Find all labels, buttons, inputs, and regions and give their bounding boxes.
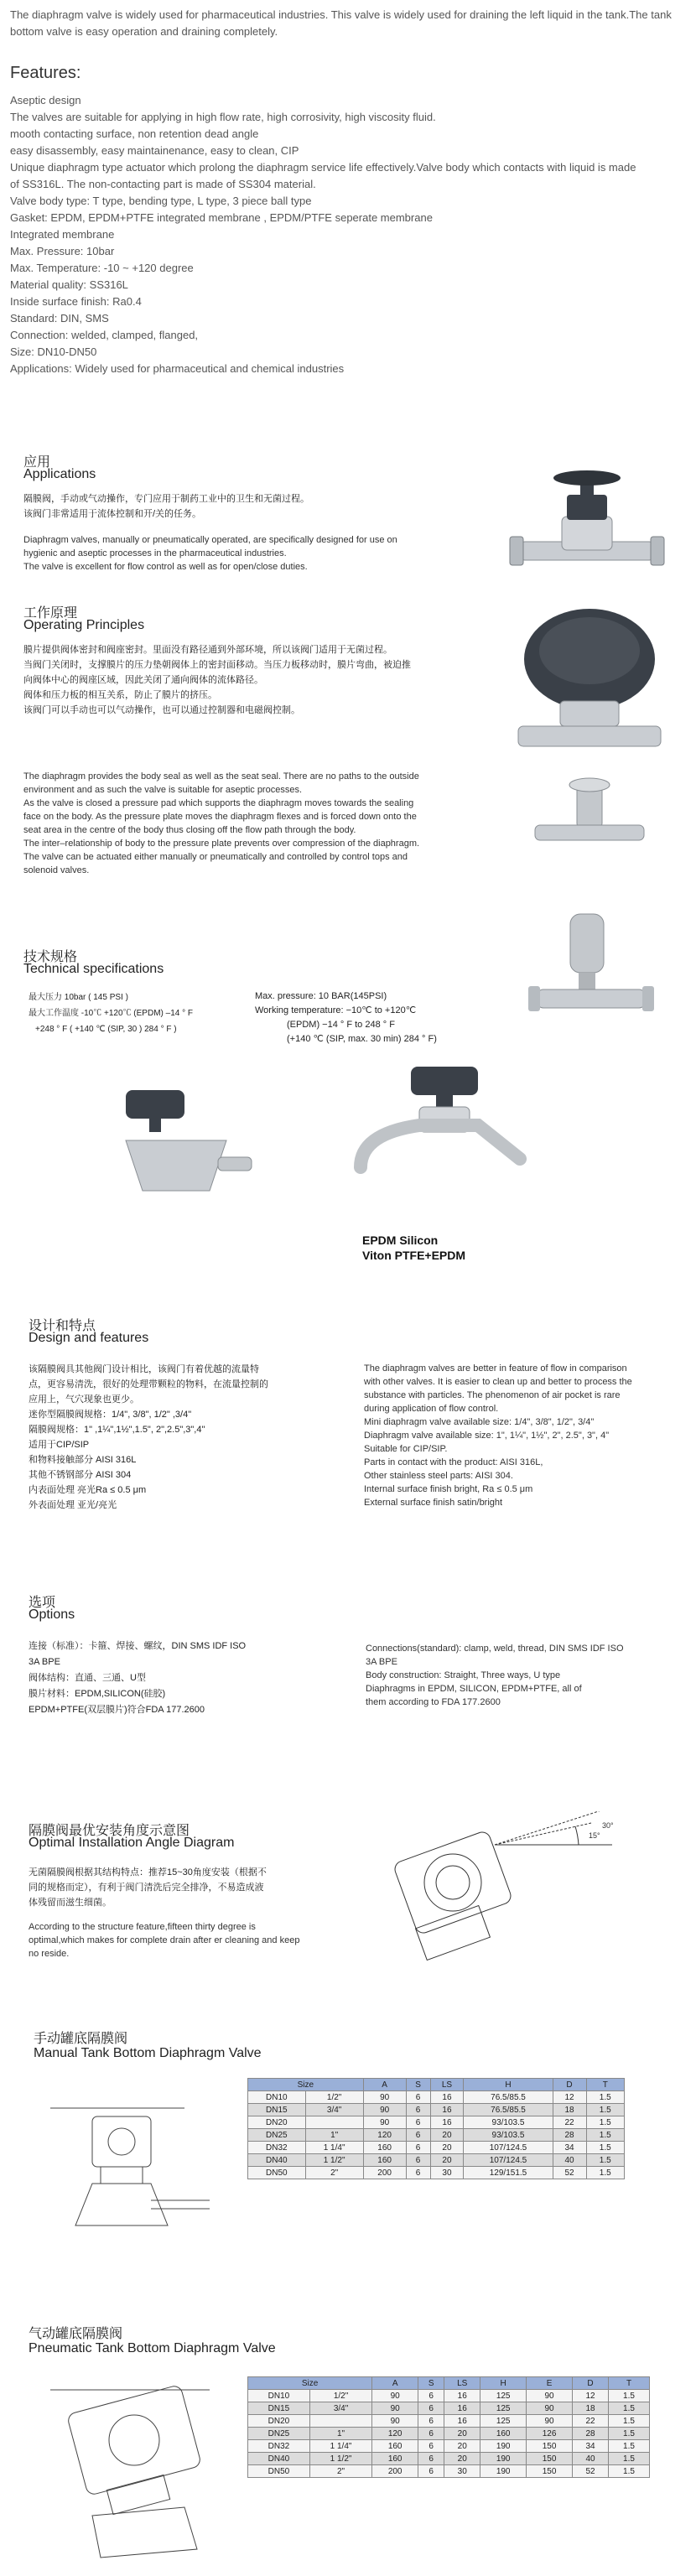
manual-title-en: Manual Tank Bottom Diaphragm Valve [34,2046,262,2060]
table-cell: 6 [406,2142,430,2154]
table-cell: 18 [553,2104,586,2116]
table-cell: 20 [430,2142,464,2154]
table-cell [305,2116,363,2129]
column-header: A [363,2079,406,2091]
table-cell: 34 [553,2142,586,2154]
operating-title-zh: 工作原理 [23,606,78,621]
technical-zh-text [29,989,193,1037]
feature-item: of SS316L. The non-contacting part is made of SS304 material. [10,178,316,190]
text-line: with other valves. It is easier to clean up and better to process the [364,1377,632,1387]
table-row [248,2091,625,2104]
table-cell: 20 [444,2428,480,2440]
table-row [248,2390,650,2402]
text-line: 适用于CIP/SIP [29,1440,90,1450]
table-cell: 22 [573,2415,609,2428]
table-cell: 90 [363,2091,406,2104]
table-row [248,2167,625,2179]
manual-valve-drawing [42,2091,235,2234]
feature-item: Unique diaphragm type actuator which prolong the diaphragm service life effectively.Valve body which contacts with liquid is made [10,161,636,174]
table-cell: 2" [309,2465,371,2478]
table-cell: 90 [372,2390,418,2402]
angle-title-en: Optimal Installation Angle Diagram [29,1836,235,1850]
pneumatic-title-en: Pneumatic Tank Bottom Diaphragm Valve [29,2341,276,2355]
manual-title-zh: 手动罐底隔膜阀 [34,2032,128,2046]
table-cell: 160 [372,2453,418,2465]
text-line: solenoid valves. [23,865,90,875]
text-line: (+140 ℃ (SIP, max. 30 min) 284 ° F) [287,1034,437,1044]
table-cell: 30 [444,2465,480,2478]
table-cell: 1" [309,2428,371,2440]
text-line: Parts in contact with the product: AISI 316L, [364,1457,543,1467]
table-cell: 160 [480,2428,527,2440]
table-cell: 160 [372,2440,418,2453]
text-line: Body construction: Straight, Three ways, U type [366,1670,561,1680]
angle-title-zh: 隔膜阀最优安装角度示意图 [29,1824,190,1838]
table-cell: 22 [553,2116,586,2129]
table-cell: 90 [363,2116,406,2129]
table-cell: 93/103.5 [464,2129,553,2142]
table-cell: 20 [444,2453,480,2465]
table-cell: 160 [363,2154,406,2167]
applications-title-zh: 应用 [23,455,51,470]
pneumatic-valve-photos [501,600,678,852]
column-header: Size [248,2079,364,2091]
feature-item: Connection: welded, clamped, flanged, [10,329,199,341]
features-list [10,92,686,377]
feature-item: easy disassembly, easy maintainenance, easy to clean, CIP [10,144,299,157]
angle-label-a: 15° [589,1831,600,1840]
table-cell: 125 [480,2402,527,2415]
text-line: them according to FDA 177.2600 [366,1697,501,1707]
manual-diaphragm-valve-photo [503,466,671,584]
text-line: 点，更容易清洗，很好的处理带颗粒的物料，在流量控制的 [29,1379,268,1389]
table-cell: 90 [363,2104,406,2116]
table-row [248,2116,625,2129]
text-line: Working temperature: −10℃ to +120℃ [255,1005,417,1015]
table-cell: 200 [363,2167,406,2179]
feature-item: Max. Temperature: -10 ~ +120 degree [10,262,194,274]
text-line: Diaphragm valves, manually or pneumatically operated, are specifically designed for use on [23,535,397,545]
table-cell: 1 1/4" [309,2440,371,2453]
table-cell: 6 [418,2402,444,2415]
feature-item: Integrated membrane [10,228,115,241]
table-row [248,2453,650,2465]
angle-label-b: 30° [602,1821,614,1830]
table-cell: 20 [430,2154,464,2167]
manual-spec-table [247,2078,625,2179]
bending-valve-photo [352,1058,528,1184]
table-cell: 190 [480,2453,527,2465]
technical-title-zh: 技术规格 [23,950,78,964]
text-line: 最大压力 10bar ( 145 PSI ) [29,993,128,1002]
text-line: EPDM+PTFE(双层膜片)符合FDA 177.2600 [29,1705,205,1715]
table-row [248,2440,650,2453]
text-line: 同的规格而定），有利于阀门清洗后完全排净，不易造成液 [29,1883,264,1893]
pneumatic-spec-table [247,2376,650,2478]
table-cell: 90 [527,2390,573,2402]
text-line: Diaphragms in EPDM, SILICON, EPDM+PTFE, all of [366,1684,582,1694]
table-cell: 76.5/85.5 [464,2091,553,2104]
text-line: 隔膜阀，手动或气动操作，专门应用于制药工业中的卫生和无菌过程。 [23,494,309,504]
text-line: seat area in the centre of the body thus closing off the flow path through the body. [23,825,356,835]
table-cell: 160 [363,2142,406,2154]
table-cell: 1.5 [586,2154,625,2167]
table-cell: 3/4" [309,2402,371,2415]
tank-bottom-valve-photo [109,1065,260,1199]
table-cell: 16 [430,2104,464,2116]
column-header: E [527,2377,573,2390]
table-cell: 120 [363,2129,406,2142]
applications-title-en: Applications [23,467,96,481]
text-line: environment and as such the valve is suitable for aseptic processes. [23,785,303,795]
text-line: face on the body. As the pressure plate moves the diaphragm flexes and is forced down onto the [23,812,417,822]
table-cell: 3/4" [305,2104,363,2116]
angle-zh-text [29,1865,347,1910]
text-line: The diaphragm valves are better in feature of flow in comparison [364,1363,627,1374]
table-cell: 125 [480,2415,527,2428]
table-cell: 190 [480,2465,527,2478]
column-header: T [609,2377,650,2390]
table-cell: 34 [573,2440,609,2453]
table-row [248,2465,650,2478]
table-cell: 6 [406,2091,430,2104]
table-cell: 16 [430,2091,464,2104]
column-header: A [372,2377,418,2390]
table-cell: 30 [430,2167,464,2179]
options-title-zh: 选项 [29,1596,56,1610]
technical-en-text [255,989,437,1046]
text-line: Suitable for CIP/SIP. [364,1444,448,1454]
text-line: 该阀门可以手动也可以气动操作，也可以通过控制器和电磁阀控制。 [23,705,300,715]
table-cell: 12 [573,2390,609,2402]
text-line: optimal,which makes for complete drain after er cleaning and keep [29,1935,300,1945]
angle-en-text [29,1920,347,1961]
table-cell: 6 [418,2390,444,2402]
table-cell: 120 [372,2428,418,2440]
feature-item: Valve body type: T type, bending type, L type, 3 piece ball type [10,195,312,207]
feature-item: Inside surface finish: Ra0.4 [10,295,142,308]
text-line: Diaphragm valve available size: 1", 1¼", 1½", 2", 2.5", 3", 4" [364,1431,610,1441]
table-cell: 125 [480,2390,527,2402]
table-cell: 1.5 [586,2142,625,2154]
text-line: 应用上，气穴现象也更少。 [29,1394,139,1405]
feature-item: Size: DN10-DN50 [10,345,97,358]
table-cell: 6 [418,2428,444,2440]
table-cell: 126 [527,2428,573,2440]
text-line: (EPDM) −14 ° F to 248 ° F [287,1020,395,1030]
table-cell: DN32 [248,2142,306,2154]
table-cell: 1.5 [586,2091,625,2104]
text-line: 该隔膜阀具其他阀门设计相比，该阀门有着优越的流量特 [29,1364,259,1374]
text-line: 阀体结构：直通、三通、U型 [29,1673,146,1683]
column-header: S [418,2377,444,2390]
text-line: 和物料接触部分 AISI 316L [29,1455,137,1465]
table-row [248,2428,650,2440]
text-line: 该阀门非常适用于流体控制和开/关的任务。 [23,509,202,519]
table-cell: 1.5 [609,2465,650,2478]
text-line: during application of flow control. [364,1404,499,1414]
table-cell: 1.5 [609,2415,650,2428]
table-cell: 90 [372,2415,418,2428]
table-cell: 200 [372,2465,418,2478]
design-title-zh: 设计和特点 [29,1319,96,1333]
table-cell: 6 [418,2453,444,2465]
table-cell: DN40 [248,2154,306,2167]
text-line: The inter–relationship of body to the pressure plate prevents over compression of the diaphragm. [23,839,420,849]
options-zh-text [29,1639,347,1718]
text-line: 连接（标准）：卡箍、焊接、螺纹，DIN SMS IDF ISO [29,1641,247,1651]
table-cell: 150 [527,2465,573,2478]
table-cell: 1.5 [586,2104,625,2116]
text-line: 向阀体中心的阀座区域，因此关闭了通向阀体的流体路径。 [23,675,263,685]
text-line: 无菌隔膜阀根据其结构特点：推荐15~30角度安装（根据不 [29,1867,267,1877]
table-cell: 6 [406,2167,430,2179]
membrane-label: EPDM Silicon [362,1233,439,1247]
table-cell: 20 [444,2440,480,2453]
table-cell: 28 [573,2428,609,2440]
membrane-labels [362,1233,465,1263]
table-cell: DN15 [248,2402,310,2415]
operating-zh-text [23,642,493,718]
text-line: The valve is excellent for flow control as well as for open/close duties. [23,562,308,572]
text-line: The valve can be actuated either manually or pneumatically and controlled by control tops and [23,852,408,862]
text-line: Connections(standard): clamp, weld, thread, DIN SMS IDF ISO [366,1644,624,1654]
table-cell: 6 [406,2129,430,2142]
table-cell: 1 1/4" [305,2142,363,2154]
table-cell: DN40 [248,2453,310,2465]
table-cell: 28 [553,2129,586,2142]
table-cell: 150 [527,2453,573,2465]
column-header: S [406,2079,430,2091]
applications-zh-text [23,491,376,522]
table-cell [309,2415,371,2428]
text-line: 迷你型隔膜阀规格：1/4", 3/8", 1/2" ,3/4" [29,1410,192,1420]
table-cell: DN25 [248,2428,310,2440]
text-line: no reside. [29,1949,70,1959]
operating-title-en: Operating Principles [23,618,145,632]
table-cell: 1.5 [586,2167,625,2179]
pneumatic-title-zh: 气动罐底隔膜阀 [29,2327,123,2341]
text-line: 膜片提供阀体密封和阀座密封。里面没有路径通到外部环境，所以该阀门适用于无菌过程。 [23,645,392,655]
table-cell: DN50 [248,2167,306,2179]
table-cell: 2" [305,2167,363,2179]
table-cell: 107/124.5 [464,2154,553,2167]
feature-item: Material quality: SS316L [10,278,128,291]
text-line: The diaphragm provides the body seal as well as the seat seal. There are no paths to the outside [23,771,419,782]
text-line: Max. pressure: 10 BAR(145PSI) [255,991,387,1001]
table-row [248,2154,625,2167]
table-cell: 52 [553,2167,586,2179]
table-cell: 1.5 [609,2390,650,2402]
installation-angle-diagram [369,1811,629,1971]
table-cell: 12 [553,2091,586,2104]
column-header: LS [444,2377,480,2390]
column-header: LS [430,2079,464,2091]
table-cell: 129/151.5 [464,2167,553,2179]
table-cell: DN20 [248,2116,306,2129]
text-line: 当阀门关闭时，支撑膜片的压力垫朝阀体上的密封面移动。当压力板移动时，膜片弯曲，被迫推 [23,660,411,670]
pneumatic-valve-drawing [42,2373,243,2566]
options-title-en: Options [29,1607,75,1622]
feature-item: Standard: DIN, SMS [10,312,109,325]
text-line: 阀体和压力板的相互关系，防止了膜片的挤压。 [23,690,217,700]
table-cell: 107/124.5 [464,2142,553,2154]
table-cell: 16 [444,2390,480,2402]
text-line: As the valve is closed a pressure pad which supports the diaphragm moves towards the sealing [23,798,414,808]
membrane-label: Viton PTFE+EPDM [362,1249,466,1262]
design-en-text [364,1362,683,1509]
table-cell: 6 [406,2154,430,2167]
table-cell: 1.5 [586,2129,625,2142]
operating-en-text [23,770,476,877]
design-title-en: Design and features [29,1331,149,1345]
text-line: hygienic and aseptic processes in the pharmaceutical industries. [23,548,287,558]
table-cell: 1" [305,2129,363,2142]
text-line: According to the structure feature,fifteen thirty degree is [29,1922,256,1932]
table-cell: 1/2" [305,2091,363,2104]
table-cell: 6 [418,2465,444,2478]
column-header: H [480,2377,527,2390]
table-cell: 1/2" [309,2390,371,2402]
text-line: Other stainless steel parts: AISI 304. [364,1471,513,1481]
table-cell: 90 [527,2415,573,2428]
applications-en-text [23,533,418,574]
column-header: D [573,2377,609,2390]
feature-item: Max. Pressure: 10bar [10,245,115,257]
table-row [248,2142,625,2154]
text-line: 其他不锈钢部分 AISI 304 [29,1470,132,1480]
text-line: +248 ° F ( +140 ℃ (SIP, 30 ) 284 ° F ) [35,1025,177,1034]
table-cell: 6 [418,2440,444,2453]
table-cell: DN20 [248,2415,310,2428]
feature-item: Gasket: EPDM, EPDM+PTFE integrated membrane , EPDM/PTFE seperate membrane [10,211,433,224]
feature-item: The valves are suitable for applying in high flow rate, high corrosivity, high viscosity fluid. [10,111,436,123]
table-cell: 40 [573,2453,609,2465]
table-cell: 16 [444,2402,480,2415]
table-cell: 90 [527,2402,573,2415]
table-cell: 52 [573,2465,609,2478]
table-cell: 90 [372,2402,418,2415]
technical-title-en: Technical specifications [23,962,164,976]
text-line: Internal surface finish bright, Ra ≤ 0.5 μm [364,1484,533,1494]
options-en-text [366,1642,684,1709]
table-cell: DN50 [248,2465,310,2478]
table-cell: 93/103.5 [464,2116,553,2129]
table-cell: 1 1/2" [305,2154,363,2167]
table-cell: 6 [418,2415,444,2428]
table-row [248,2415,650,2428]
table-cell: 76.5/85.5 [464,2104,553,2116]
table-cell: 6 [406,2116,430,2129]
text-line: 最大工作温度 -10℃ +120℃ (EPDM) –14 ° F [29,1009,193,1018]
angle-seat-valve-photo [520,906,662,1031]
feature-item: Aseptic design [10,94,81,106]
table-cell: 150 [527,2440,573,2453]
text-line: substance with particles. The phenomenon of air pocket is rare [364,1390,621,1400]
table-cell: 1.5 [609,2440,650,2453]
table-row [248,2402,650,2415]
text-line: 3A BPE [366,1657,397,1667]
text-line: 膜片材料：EPDM,SILICON(硅胶) [29,1689,166,1699]
text-line: 隔膜阀规格：1" ,1¼",1½",1.5", 2",2.5",3",4" [29,1425,205,1435]
table-cell: 1.5 [609,2428,650,2440]
table-cell: 16 [444,2415,480,2428]
column-header: D [553,2079,586,2091]
design-zh-text [29,1362,364,1513]
table-cell: 1 1/2" [309,2453,371,2465]
table-cell: DN32 [248,2440,310,2453]
table-row [248,2104,625,2116]
column-header: T [586,2079,625,2091]
table-cell: DN25 [248,2129,306,2142]
table-cell: 1.5 [609,2402,650,2415]
table-cell: DN10 [248,2091,306,2104]
table-cell: 18 [573,2402,609,2415]
table-cell: 20 [430,2129,464,2142]
feature-item: Applications: Widely used for pharmaceutical and chemical industries [10,362,345,375]
table-cell: DN10 [248,2390,310,2402]
text-line: Mini diaphragm valve available size: 1/4", 3/8", 1/2", 3/4" [364,1417,595,1427]
table-cell: DN15 [248,2104,306,2116]
table-row [248,2129,625,2142]
text-line: 外表面处理 亚光/亮光 [29,1500,117,1510]
text-line: 内表面处理 亮光Ra ≤ 0.5 μm [29,1485,147,1495]
table-cell: 16 [430,2116,464,2129]
features-title: Features: [10,64,81,82]
table-cell: 190 [480,2440,527,2453]
intro-paragraph: The diaphragm valve is widely used for pharmaceutical industries. This valve is widely used for draining the left liquid in the tank.The tank bottom valve is easy operation and draining completely. [10,8,672,38]
table-cell: 1.5 [609,2453,650,2465]
column-header: H [464,2079,553,2091]
column-header: Size [248,2377,372,2390]
table-cell: 40 [553,2154,586,2167]
text-line: External surface finish satin/bright [364,1498,503,1508]
text-line: 体残留而滋生细菌。 [29,1898,112,1908]
table-cell: 6 [406,2104,430,2116]
feature-item: mooth contacting surface, non retention dead angle [10,127,259,140]
text-line: 3A BPE [29,1657,60,1667]
table-cell: 1.5 [586,2116,625,2129]
